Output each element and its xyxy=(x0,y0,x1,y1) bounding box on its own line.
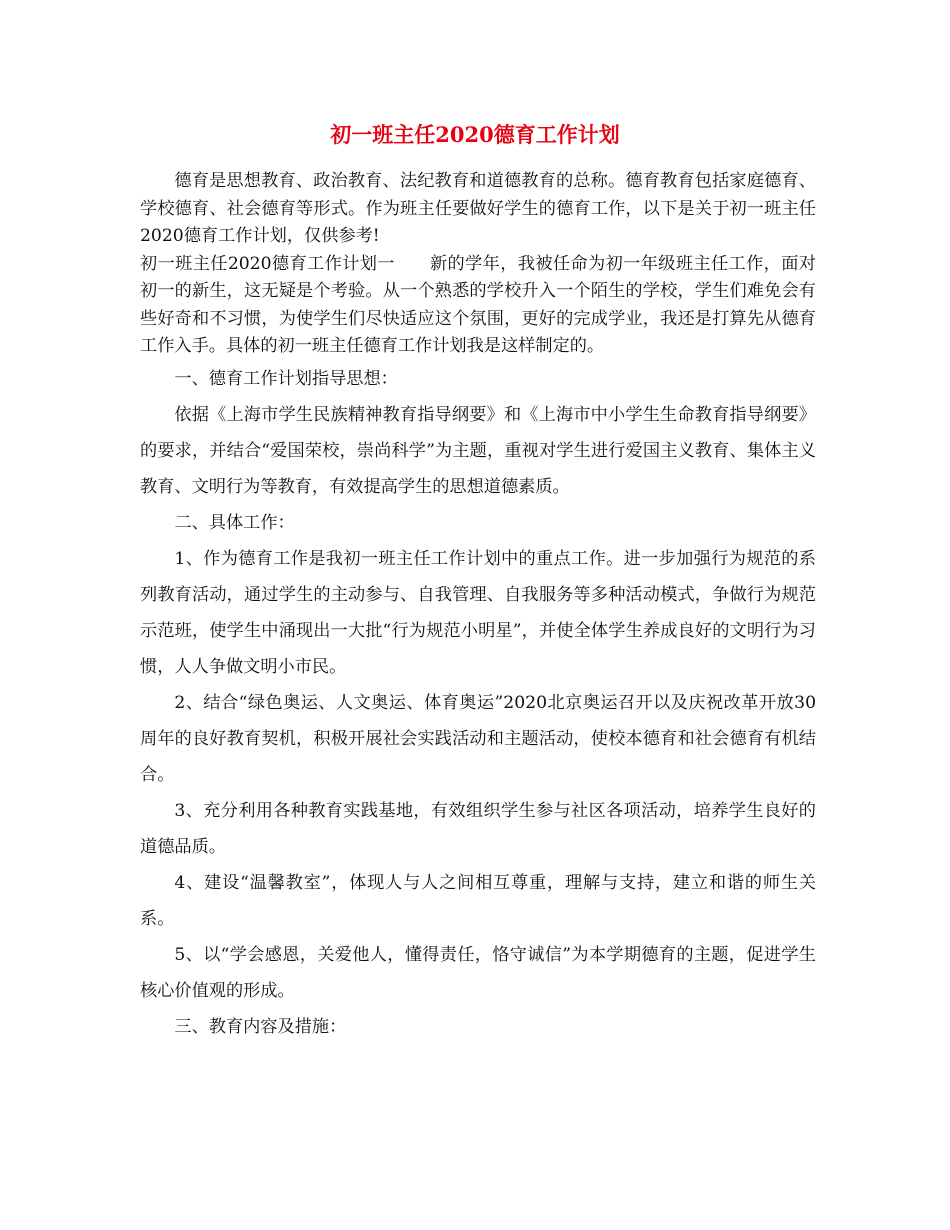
paragraph-guiding-ideology: 依据《上海市学生民族精神教育指导纲要》和《上海市中小学生生命教育指导纲要》的要求，并结合“爱国荣校，崇尚科学”为主题，重视对学生进行爱国主义教育、集体主义教育、文明行为等教育，有效提高学生的思想道德素质。 xyxy=(140,404,816,497)
heading-guiding-ideology: 一、德育工作计划指导思想： xyxy=(174,368,398,389)
document-title: 初一班主任2020德育工作计划 xyxy=(330,122,620,147)
paragraph-work-item-3: 3、充分利用各种教育实践基地，有效组织学生参与社区各项活动，培养学生良好的道德品质。 xyxy=(140,800,816,857)
paragraph-work-item-5: 5、以“学会感恩，关爱他人，懂得责任，恪守诚信”为本学期德育的主题，促进学生核心价值观的形成。 xyxy=(140,944,816,1001)
heading-content-measures: 三、教育内容及措施： xyxy=(174,1016,347,1037)
heading-specific-work: 二、具体工作： xyxy=(174,512,295,533)
paragraph-work-item-4: 4、建设“温馨教室”，体现人与人之间相互尊重，理解与支持，建立和谐的师生关系。 xyxy=(140,872,816,929)
paragraph-work-item-1: 1、作为德育工作是我初一班主任工作计划中的重点工作。进一步加强行为规范的系列教育活动，通过学生的主动参与、自我管理、自我服务等多种活动模式，争做行为规范示范班，使学生中涌现出一大批“行为规范小明星”，并使全体学生养成良好的文明行为习惯，人人争做文明小市民。 xyxy=(140,548,816,677)
paragraph-intro: 德育是思想教育、政治教育、法纪教育和道德教育的总称。德育教育包括家庭德育、学校德育、社会德育等形式。作为班主任要做好学生的德育工作，以下是关于初一班主任2020德育工作计划，仅供参考! xyxy=(140,171,816,246)
paragraph-work-item-2: 2、结合“绿色奥运、人文奥运、体育奥运”2020北京奥运召开以及庆祝改革开放30周年的良好教育契机，积极开展社会实践活动和主题活动，使校本德育和社会德育有机结合。 xyxy=(140,692,816,785)
paragraph-plan-one: 初一班主任2020德育工作计划一 新的学年，我被任命为初一年级班主任工作，面对初一的新生，这无疑是个考验。从一个熟悉的学校升入一个陌生的学校，学生们难免会有些好奇和不习惯，为使学生们尽快适应这个氛围，更好的完成学业，我还是打算先从德育工作入手。具体的初一班主任德育工作计划我是这样制定的。 xyxy=(140,253,816,356)
document-body xyxy=(140,168,816,1045)
